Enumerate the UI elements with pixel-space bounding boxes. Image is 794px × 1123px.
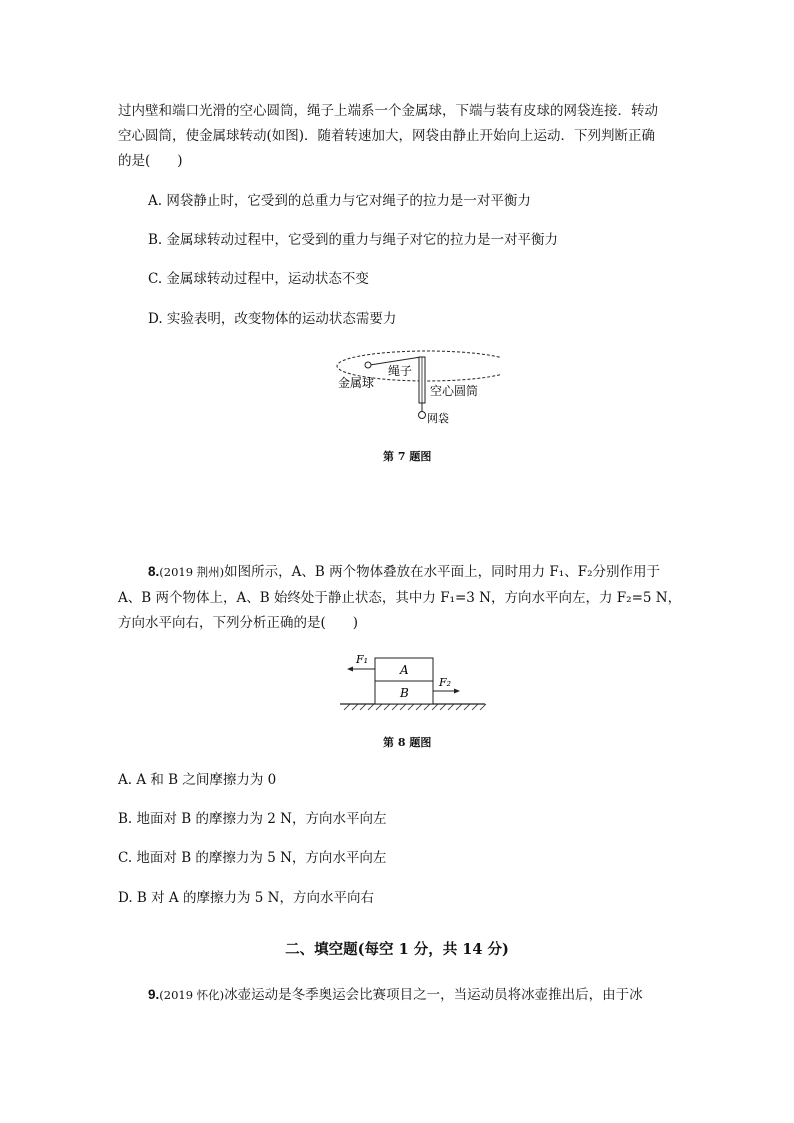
q8-stem-line-3: 方向水平向右，下列分析正确的是( ) — [118, 615, 359, 631]
label-block-b: B — [400, 686, 409, 700]
q8-option-b: B. 地面对 B 的摩擦力为 2 N，方向水平向左 — [118, 811, 387, 827]
q7-figure — [330, 340, 500, 430]
q7-stem-line-3: 的是( ) — [118, 153, 183, 169]
label-f2: F₂ — [439, 676, 452, 689]
label-block-a: A — [400, 663, 409, 677]
q8-number: 8. — [148, 564, 160, 579]
label-net-bag: 网袋 — [427, 412, 449, 425]
q7-stem-line-2: 空心圆筒，使金属球转动(如图)．随着转速加大，网袋由静止开始向上运动．下列判断正确 — [118, 128, 656, 144]
q8-option-c: C. 地面对 B 的摩擦力为 5 N，方向水平向左 — [118, 850, 387, 866]
q7-option-d: D. 实验表明，改变物体的运动状态需要力 — [148, 311, 397, 327]
q8-option-a: A. A 和 B 之间摩擦力为 0 — [118, 772, 277, 788]
q8-stem-line-1 — [148, 563, 660, 581]
metal-ball — [365, 362, 371, 368]
q7-option-c: C. 金属球转动过程中，运动状态不变 — [148, 271, 369, 287]
q7-caption: 第 7 题图 — [383, 450, 432, 463]
q8-stem-line-1-text: 如图所示，A、B 两个物体叠放在水平面上，同时用力 F₁、F₂分别作用于 — [224, 564, 660, 580]
q7-stem-line-1: 过内壁和端口光滑的空心圆筒，绳子上端系一个金属球，下端与装有皮球的网袋连接．转动 — [118, 103, 658, 119]
label-f1: F₁ — [356, 653, 369, 666]
q9-stem-line-1 — [148, 986, 643, 1004]
q9-source: (2019 怀化) — [159, 988, 225, 1002]
q8-figure — [340, 650, 490, 712]
q8-stem-line-2: A、B 两个物体上，A、B 始终处于静止状态，其中力 F₁=3 N，方向水平向左，力 F₂=5 N， — [118, 590, 682, 606]
q8-option-d: D. B 对 A 的摩擦力为 5 N，方向水平向右 — [118, 890, 374, 906]
q7-option-b: B. 金属球转动过程中，它受到的重力与绳子对它的拉力是一对平衡力 — [148, 232, 559, 248]
q8-source: (2019 荆州) — [159, 565, 225, 579]
section-heading-fill-in: 二、填空题(每空 1 分，共 14 分) — [285, 941, 509, 958]
force-f2-arrowhead — [454, 689, 460, 694]
label-hollow-tube: 空心圆筒 — [430, 384, 479, 398]
force-f1-arrowhead — [347, 667, 353, 672]
q9-number: 9. — [148, 987, 160, 1002]
q7-option-a: A. 网袋静止时，它受到的总重力与它对绳子的拉力是一对平衡力 — [148, 193, 531, 209]
net-bag — [419, 412, 426, 419]
q8-caption: 第 8 题图 — [383, 736, 432, 749]
q9-stem-text: 冰壶运动是冬季奥运会比赛项目之一，当运动员将冰壶推出后，由于冰 — [224, 987, 643, 1003]
ground-hatch — [344, 704, 486, 710]
label-metal-ball: 金属球 — [338, 376, 375, 390]
label-rope: 绳子 — [388, 364, 413, 378]
